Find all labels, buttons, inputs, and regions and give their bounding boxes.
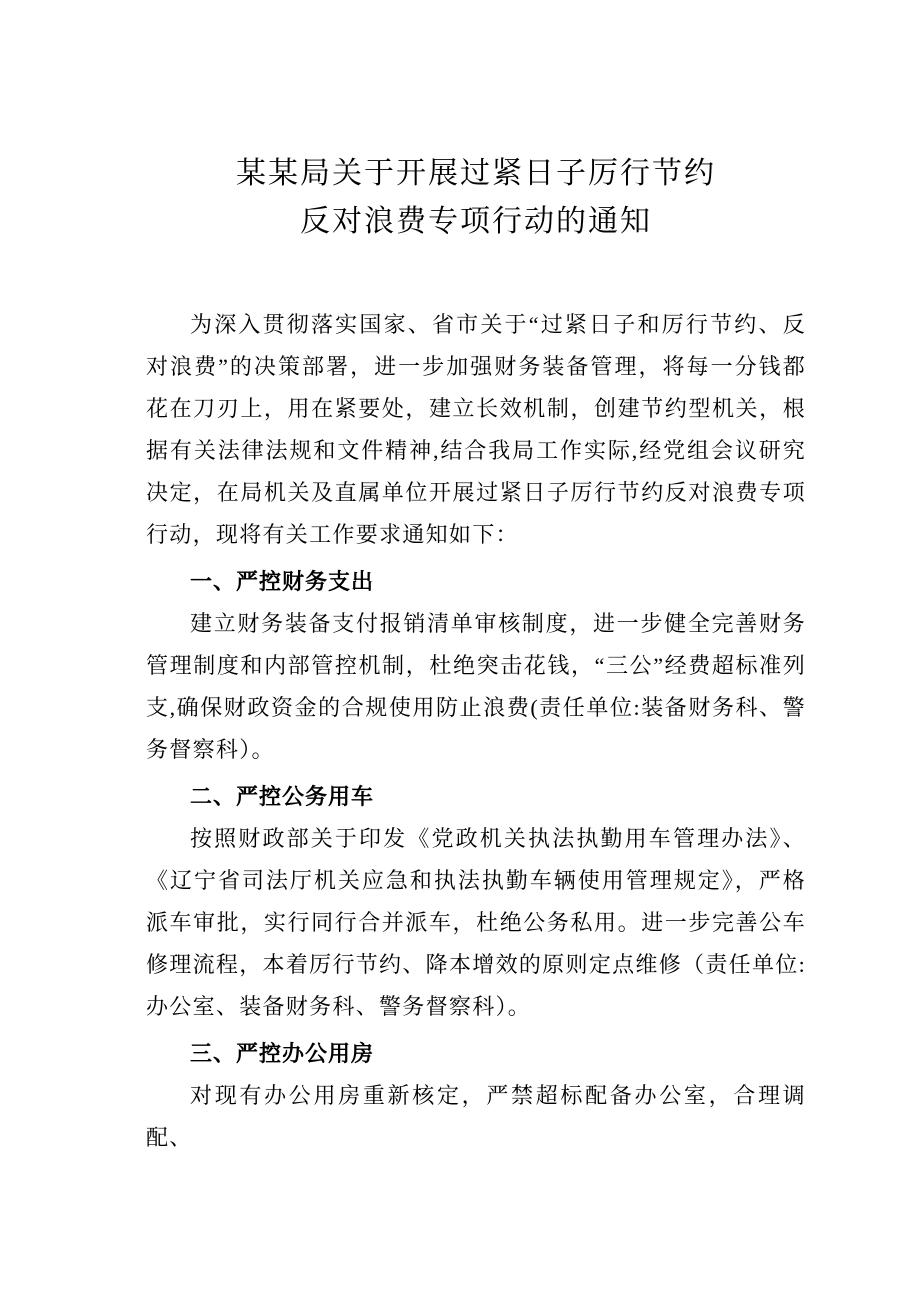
section-2-paragraph: 按照财政部关于印发《党政机关执法执勤用车管理办法》、《辽宁省司法厅机关应急和执法执勤车辆使用管理规定》，严格派车审批，实行同行合并派车，杜绝公务私用。进一步完善公车修理流程，本着厉行节约、降本增效的原则定点维修（责任单位:办公室、装备财务科、警务督察科）。 [146, 826, 806, 1019]
section-1-paragraph: 建立财务装备支付报销清单审核制度，进一步健全完善财务管理制度和内部管控机制，杜绝突击花钱，“三公”经费超标准列支,确保财政资金的合规使用防止浪费(责任单位:装备财务科、警务督察科）。 [146, 611, 806, 762]
document-title-line-2: 反对浪费专项行动的通知 [300, 205, 652, 238]
document-title [146, 150, 806, 246]
intro-paragraph: 为深入贯彻落实国家、省市关于“过紧日子和厉行节约、反对浪费”的决策部署，进一步加强财务装备管理，将每一分钱都花在刀刃上，用在紧要处，建立长效机制，创建节约型机关，根据有关法律法规和文件精神,结合我局工作实际,经党组会议研究决定，在局机关及直属单位开展过紧日子厉行节约反对浪费专项行动，现将有关工作要求通知如下： [146, 312, 806, 547]
section-2-heading: 二、严控公务用车 [190, 784, 375, 809]
document-title-line-1: 某某局关于开展过紧日子厉行节约 [236, 157, 716, 190]
section-1-heading: 一、严控财务支出 [190, 569, 375, 594]
section-3-heading: 三、严控办公用房 [190, 1041, 375, 1066]
section-3-paragraph: 对现有办公用房重新核定，严禁超标配备办公室，合理调配、 [146, 1083, 806, 1150]
